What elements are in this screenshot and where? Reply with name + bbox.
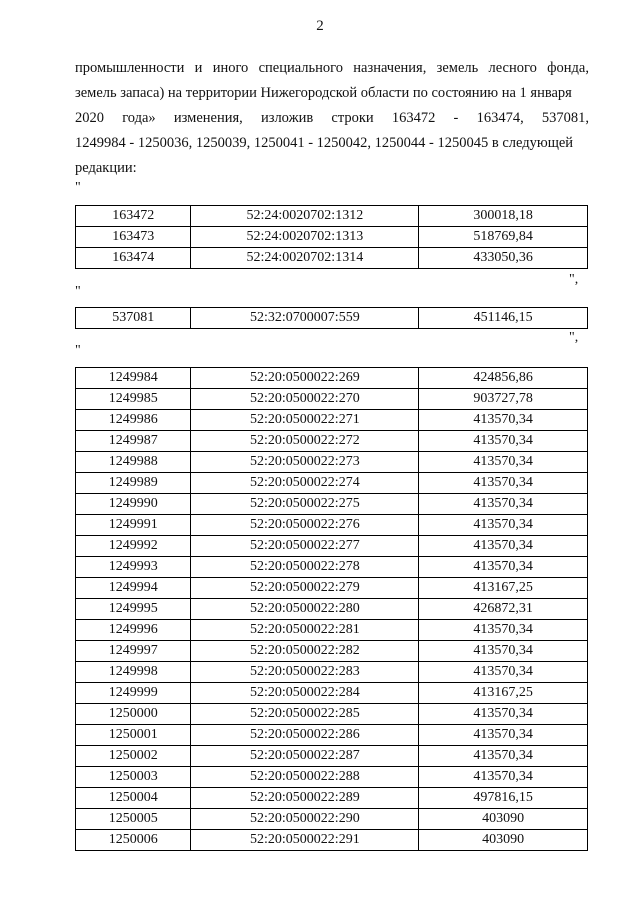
open-quote-1: " bbox=[75, 180, 81, 195]
cadastral-number-cell: 52:20:0500022:286 bbox=[191, 725, 419, 746]
cadastral-number-cell: 52:20:0500022:278 bbox=[191, 557, 419, 578]
cadastral-value-cell: 433050,36 bbox=[419, 248, 588, 269]
table-row bbox=[76, 830, 588, 851]
table-row bbox=[76, 704, 588, 725]
paragraph-line bbox=[75, 156, 589, 181]
table-row bbox=[76, 536, 588, 557]
cadastral-value-cell: 518769,84 bbox=[419, 227, 588, 248]
table-row bbox=[76, 599, 588, 620]
cadastral-number-cell: 52:20:0500022:289 bbox=[191, 788, 419, 809]
cadastral-value-cell: 413167,25 bbox=[419, 683, 588, 704]
row-number-cell: 1249991 bbox=[76, 515, 191, 536]
cadastral-value-cell: 413570,34 bbox=[419, 641, 588, 662]
cadastral-value-cell: 300018,18 bbox=[419, 206, 588, 227]
row-number-cell: 163472 bbox=[76, 206, 191, 227]
paragraph-word: лесного bbox=[488, 60, 537, 76]
table-row bbox=[76, 746, 588, 767]
paragraph-word: года» bbox=[122, 110, 156, 126]
cadastral-number-cell: 52:20:0500022:287 bbox=[191, 746, 419, 767]
paragraph-word: изложив bbox=[260, 110, 314, 126]
row-number-cell: 1249990 bbox=[76, 494, 191, 515]
cadastral-value-cell: 413570,34 bbox=[419, 557, 588, 578]
table-row bbox=[76, 368, 588, 389]
cadastral-value-cell: 426872,31 bbox=[419, 599, 588, 620]
cadastral-number-cell: 52:20:0500022:277 bbox=[191, 536, 419, 557]
table-row bbox=[76, 452, 588, 473]
paragraph-word: иного bbox=[212, 60, 249, 76]
row-number-cell: 163474 bbox=[76, 248, 191, 269]
row-number-cell: 1249997 bbox=[76, 641, 191, 662]
row-number-cell: 537081 bbox=[76, 308, 191, 329]
close-quote-1: ", bbox=[569, 272, 579, 287]
cadastral-value-cell: 413570,34 bbox=[419, 515, 588, 536]
table-row bbox=[76, 620, 588, 641]
paragraph-word: назначения, bbox=[353, 60, 427, 76]
paragraph-word: промышленности bbox=[75, 60, 185, 76]
row-number-cell: 1249999 bbox=[76, 683, 191, 704]
table-row bbox=[76, 641, 588, 662]
cadastral-value-cell: 413570,34 bbox=[419, 494, 588, 515]
cadastral-number-cell: 52:20:0500022:270 bbox=[191, 389, 419, 410]
row-number-cell: 1249998 bbox=[76, 662, 191, 683]
cadastral-value-cell: 413570,34 bbox=[419, 431, 588, 452]
table-row bbox=[76, 248, 588, 269]
table-row bbox=[76, 662, 588, 683]
row-number-cell: 1249993 bbox=[76, 557, 191, 578]
paragraph-word: 163474, bbox=[476, 110, 524, 126]
paragraph-line bbox=[75, 81, 589, 106]
paragraph-word: 537081, bbox=[541, 110, 589, 126]
table-row bbox=[76, 410, 588, 431]
cadastral-number-cell: 52:20:0500022:290 bbox=[191, 809, 419, 830]
table-row bbox=[76, 431, 588, 452]
cadastral-value-cell: 413570,34 bbox=[419, 662, 588, 683]
table-row bbox=[76, 578, 588, 599]
table-row bbox=[76, 515, 588, 536]
page-number: 2 bbox=[316, 18, 324, 34]
cadastral-value-cell: 413570,34 bbox=[419, 725, 588, 746]
body-paragraph bbox=[75, 56, 589, 181]
paragraph-line bbox=[75, 106, 589, 131]
paragraph-word: строки bbox=[331, 110, 374, 126]
row-number-cell: 1249987 bbox=[76, 431, 191, 452]
paragraph-word: специального bbox=[258, 60, 343, 76]
table-row bbox=[76, 809, 588, 830]
cadastral-number-cell: 52:20:0500022:273 bbox=[191, 452, 419, 473]
table-row bbox=[76, 227, 588, 248]
paragraph-word: редакции: bbox=[75, 160, 137, 176]
cadastral-value-cell: 903727,78 bbox=[419, 389, 588, 410]
cadastral-number-cell: 52:20:0500022:281 bbox=[191, 620, 419, 641]
cadastral-value-cell: 413570,34 bbox=[419, 410, 588, 431]
row-number-cell: 1250004 bbox=[76, 788, 191, 809]
paragraph-line bbox=[75, 131, 589, 156]
cadastral-number-cell: 52:20:0500022:276 bbox=[191, 515, 419, 536]
cadastral-value-cell: 424856,86 bbox=[419, 368, 588, 389]
cadastral-value-cell: 403090 bbox=[419, 830, 588, 851]
cadastral-value-cell: 413570,34 bbox=[419, 452, 588, 473]
paragraph-word: изменения, bbox=[173, 110, 243, 126]
cadastral-value-cell: 497816,15 bbox=[419, 788, 588, 809]
cadastral-value-cell: 451146,15 bbox=[419, 308, 588, 329]
table-row-537081 bbox=[75, 307, 588, 329]
paragraph-word: земель запаса) на территории Нижегородской области по состоянию на 1 января bbox=[75, 85, 572, 101]
paragraph-word: 1249984 - 1250036, 1250039, 1250041 - 1250042, 1250044 - 1250045 в следующей bbox=[75, 135, 574, 151]
open-quote-3: " bbox=[75, 343, 81, 358]
row-number-cell: 1249988 bbox=[76, 452, 191, 473]
row-number-cell: 1250005 bbox=[76, 809, 191, 830]
table-row bbox=[76, 557, 588, 578]
open-quote-2: " bbox=[75, 284, 81, 299]
cadastral-number-cell: 52:20:0500022:280 bbox=[191, 599, 419, 620]
row-number-cell: 1249984 bbox=[76, 368, 191, 389]
paragraph-word: фонда, bbox=[547, 60, 589, 76]
cadastral-number-cell: 52:20:0500022:279 bbox=[191, 578, 419, 599]
cadastral-number-cell: 52:20:0500022:284 bbox=[191, 683, 419, 704]
cadastral-value-cell: 413570,34 bbox=[419, 620, 588, 641]
close-quote-2: ", bbox=[569, 330, 579, 345]
cadastral-number-cell: 52:20:0500022:272 bbox=[191, 431, 419, 452]
table-row bbox=[76, 725, 588, 746]
cadastral-value-cell: 413570,34 bbox=[419, 704, 588, 725]
row-number-cell: 1250001 bbox=[76, 725, 191, 746]
cadastral-number-cell: 52:20:0500022:291 bbox=[191, 830, 419, 851]
table-row bbox=[76, 308, 588, 329]
cadastral-number-cell: 52:20:0500022:288 bbox=[191, 767, 419, 788]
cadastral-number-cell: 52:32:0700007:559 bbox=[191, 308, 419, 329]
cadastral-number-cell: 52:20:0500022:275 bbox=[191, 494, 419, 515]
cadastral-value-cell: 413570,34 bbox=[419, 767, 588, 788]
cadastral-value-cell: 413570,34 bbox=[419, 473, 588, 494]
cadastral-number-cell: 52:20:0500022:283 bbox=[191, 662, 419, 683]
row-number-cell: 1249986 bbox=[76, 410, 191, 431]
paragraph-word: - bbox=[453, 110, 459, 126]
cadastral-number-cell: 52:20:0500022:269 bbox=[191, 368, 419, 389]
row-number-cell: 1249996 bbox=[76, 620, 191, 641]
table-rows-1249984-1250006 bbox=[75, 367, 588, 851]
row-number-cell: 1249985 bbox=[76, 389, 191, 410]
row-number-cell: 1249989 bbox=[76, 473, 191, 494]
table-row bbox=[76, 767, 588, 788]
table-row bbox=[76, 206, 588, 227]
table-row bbox=[76, 683, 588, 704]
paragraph-word: и bbox=[194, 60, 203, 76]
row-number-cell: 1249995 bbox=[76, 599, 191, 620]
row-number-cell: 1250002 bbox=[76, 746, 191, 767]
table-row bbox=[76, 389, 588, 410]
cadastral-value-cell: 413570,34 bbox=[419, 536, 588, 557]
cadastral-number-cell: 52:20:0500022:271 bbox=[191, 410, 419, 431]
paragraph-line bbox=[75, 56, 589, 81]
table-row bbox=[76, 788, 588, 809]
cadastral-number-cell: 52:20:0500022:282 bbox=[191, 641, 419, 662]
table-row bbox=[76, 494, 588, 515]
row-number-cell: 1249992 bbox=[76, 536, 191, 557]
row-number-cell: 1249994 bbox=[76, 578, 191, 599]
table-row bbox=[76, 473, 588, 494]
paragraph-word: 2020 bbox=[75, 110, 104, 126]
row-number-cell: 1250006 bbox=[76, 830, 191, 851]
row-number-cell: 1250000 bbox=[76, 704, 191, 725]
cadastral-number-cell: 52:20:0500022:285 bbox=[191, 704, 419, 725]
paragraph-word: 163472 bbox=[391, 110, 436, 126]
cadastral-number-cell: 52:24:0020702:1313 bbox=[191, 227, 419, 248]
cadastral-value-cell: 413167,25 bbox=[419, 578, 588, 599]
row-number-cell: 1250003 bbox=[76, 767, 191, 788]
cadastral-number-cell: 52:20:0500022:274 bbox=[191, 473, 419, 494]
cadastral-number-cell: 52:24:0020702:1312 bbox=[191, 206, 419, 227]
cadastral-value-cell: 403090 bbox=[419, 809, 588, 830]
table-rows-163472-163474 bbox=[75, 205, 588, 269]
row-number-cell: 163473 bbox=[76, 227, 191, 248]
cadastral-value-cell: 413570,34 bbox=[419, 746, 588, 767]
paragraph-word: земель bbox=[436, 60, 479, 76]
cadastral-number-cell: 52:24:0020702:1314 bbox=[191, 248, 419, 269]
